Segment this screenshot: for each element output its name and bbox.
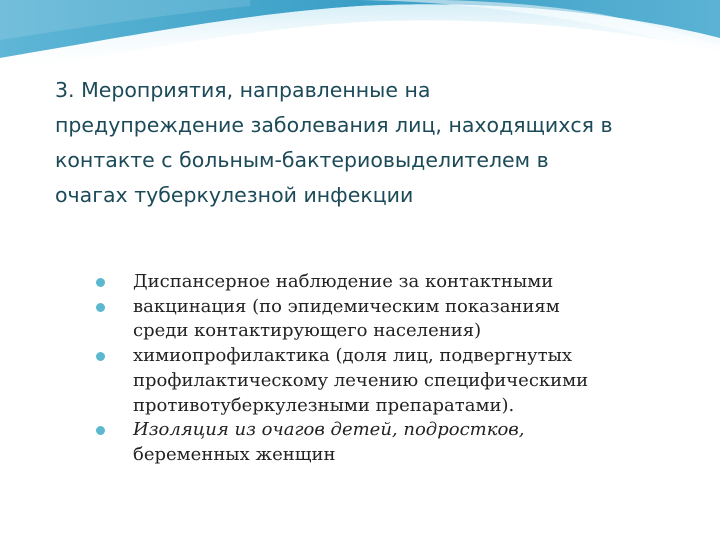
bullet-text: профилактическому лечению специфическими — [133, 369, 589, 391]
bullet-text: среди контактирующего населения) — [133, 320, 482, 342]
bullet-item-dispensary — [0, 270, 720, 295]
title-line: очагах туберкулезной инфекции — [55, 183, 414, 207]
title-line: 3. Мероприятия, направленные на — [55, 78, 431, 102]
bullet-text: противотуберкулезными препаратами). — [133, 394, 515, 416]
bullet-text: Диспансерное наблюдение за контактными — [133, 271, 554, 292]
bullet-dot-icon — [96, 303, 105, 312]
bullet-item-isolation — [0, 418, 720, 467]
bullet-item-chemoprophylaxis — [0, 344, 720, 418]
bullet-list — [0, 270, 720, 468]
bullet-text: химиопрофилактика (доля лиц, подвергнутых — [133, 345, 573, 367]
bullet-dot-icon — [96, 352, 105, 361]
bullet-text: беременных женщин — [133, 443, 336, 465]
bullet-dot-icon — [96, 278, 105, 287]
title-line: предупреждение заболевания лиц, находящихся в — [55, 113, 613, 137]
slide-title — [55, 73, 685, 213]
bullet-text: вакцинация (по эпидемическим показаниям — [133, 295, 560, 317]
bullet-text: Изоляция из очагов детей, подростков, — [133, 419, 525, 441]
bullet-dot-icon — [96, 426, 105, 435]
bullet-item-vaccination — [0, 295, 720, 344]
title-line: контакте с больным-бактериовыделителем в — [55, 148, 549, 172]
